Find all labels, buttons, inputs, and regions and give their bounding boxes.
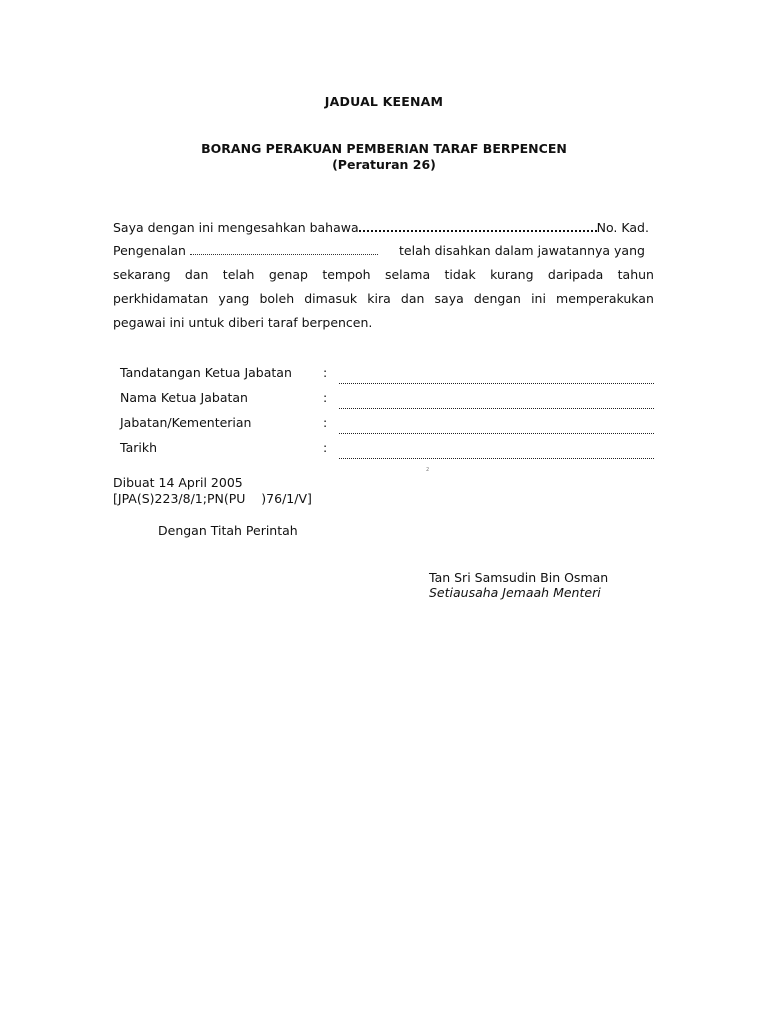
word: tempoh (322, 267, 371, 282)
department-line (339, 433, 654, 434)
word: dan (184, 267, 209, 282)
ic-number-blank (190, 245, 378, 255)
word: sekarang (113, 267, 171, 282)
word: memperakukan (556, 291, 654, 306)
name-blank (359, 221, 597, 232)
word: tidak (444, 267, 476, 282)
word: saya (434, 291, 464, 306)
reference-number: [JPA(S)223/8/1;PN(PU )76/1/V] (113, 491, 312, 506)
word: dengan (473, 291, 521, 306)
body-line-1-text-a: Saya dengan ini mengesahkan bahawa (113, 220, 359, 235)
word: ini (531, 291, 546, 306)
signatory-title: Setiausaha Jemaah Menteri (429, 585, 601, 600)
field-colon: : (323, 440, 328, 455)
word: perkhidamatan (113, 291, 209, 306)
signature-line (339, 383, 654, 384)
field-label-head-name: Nama Ketua Jabatan (120, 390, 248, 405)
word: dimasuk (304, 291, 358, 306)
field-label-department: Jabatan/Kementerian (120, 415, 252, 430)
form-title: BORANG PERAKUAN PEMBERIAN TARAF BERPENCEN (201, 141, 567, 156)
head-name-line (339, 408, 654, 409)
body-line-4 (113, 291, 654, 306)
regulation-reference: (Peraturan 26) (332, 157, 436, 172)
word: genap (268, 267, 308, 282)
field-colon: : (323, 365, 328, 380)
word: selama (384, 267, 431, 282)
field-colon: : (323, 390, 328, 405)
word: tahun (617, 267, 654, 282)
by-command: Dengan Titah Perintah (158, 523, 298, 538)
body-line-2 (113, 243, 378, 258)
small-mark: 2 (426, 467, 430, 473)
date-line (339, 458, 654, 459)
word: boleh (259, 291, 295, 306)
field-label-signature: Tandatangan Ketua Jabatan (120, 365, 292, 380)
word: kira (367, 291, 391, 306)
body-line-2-text-b: telah disahkan dalam jawatannya yang (399, 243, 645, 258)
word: kurang (490, 267, 534, 282)
body-line-5: pegawai ini untuk diberi taraf berpencen. (113, 315, 373, 330)
word: daripada (547, 267, 604, 282)
field-label-date: Tarikh (120, 440, 157, 455)
schedule-title: JADUAL KEENAM (324, 94, 444, 109)
signatory-name: Tan Sri Samsudin Bin Osman (429, 570, 609, 585)
word: dan (400, 291, 425, 306)
body-line-1 (113, 220, 649, 235)
body-line-1-text-b: No. Kad. (596, 220, 649, 235)
word: telah (222, 267, 255, 282)
body-line-2-text-a: Pengenalan (113, 243, 186, 258)
made-date: Dibuat 14 April 2005 (113, 475, 243, 490)
field-colon: : (323, 415, 328, 430)
word: yang (218, 291, 250, 306)
body-line-3 (113, 267, 654, 282)
